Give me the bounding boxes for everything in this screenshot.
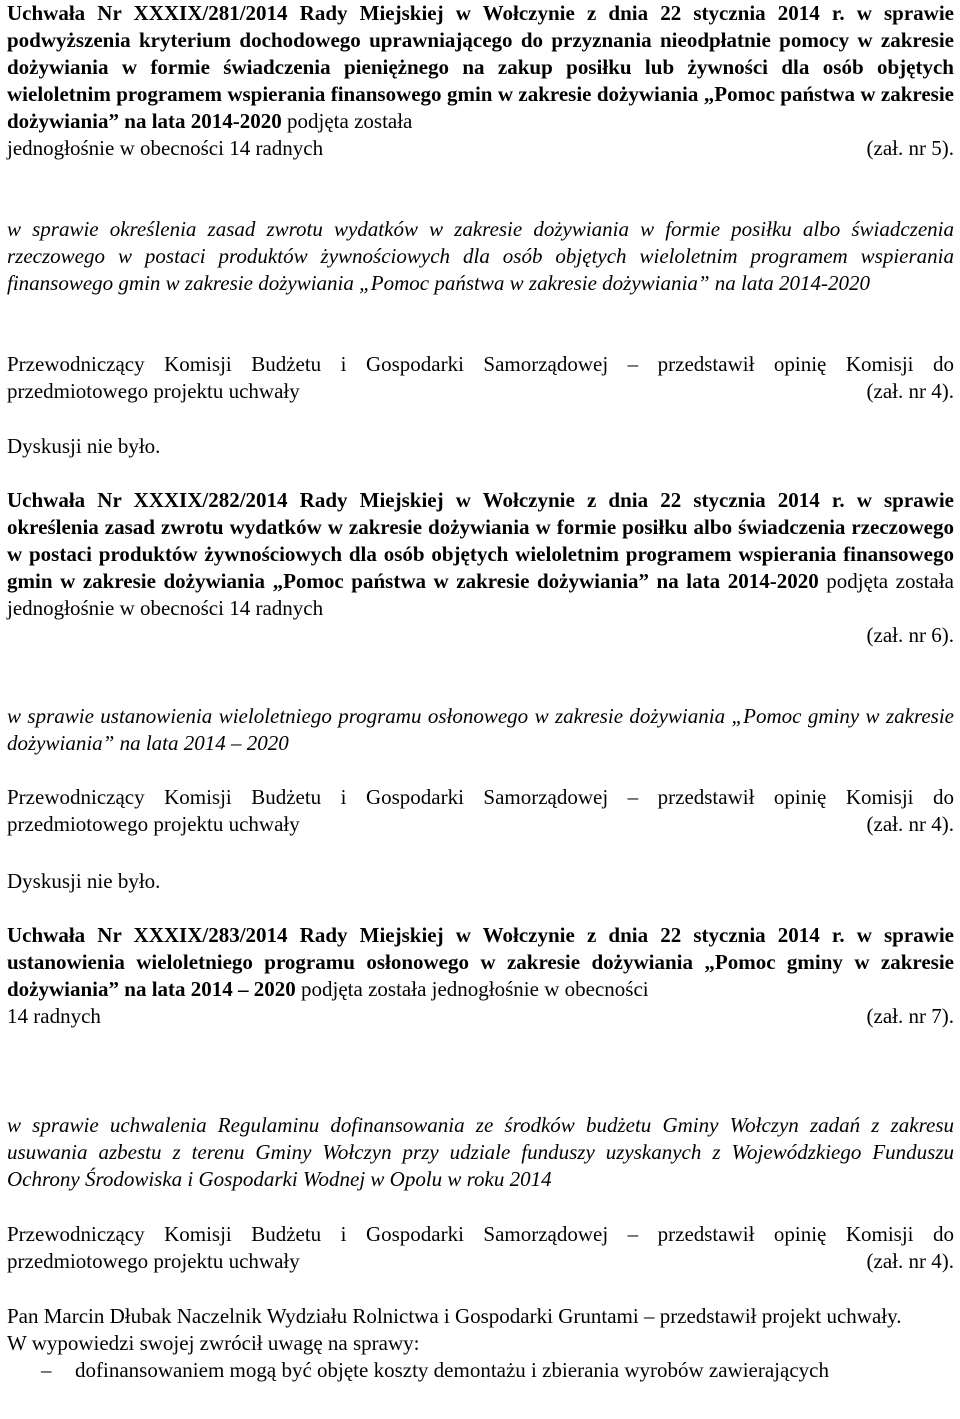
list-item [7, 1357, 954, 1384]
opinion-283 [7, 784, 954, 838]
opinion-283-ref-line [7, 811, 954, 838]
opinion-284 [7, 1221, 954, 1275]
opinion-282 [7, 351, 954, 405]
resolution-282-ref-line [7, 622, 954, 649]
subject-283 [7, 703, 954, 757]
resolution-283-lead: Uchwała Nr XXXIX/283/2014 Rady Miejskiej w Wołczynie z dnia 22 stycznia 2014 r. w sprawie ustanowienia wieloletniego programu osłonowego w zakresie dożywiania „Pomoc gminy w zakresie dożywiania” na lata 2014 – 2020 [7, 923, 954, 1001]
subject-282-title: w sprawie określenia zasad zwrotu wydatków w zakresie dożywiania w formie posiłku albo świadczenia rzeczowego w postaci produktów żywnościowych dla osób objętych wieloletnim programem wspierania finansowego gmin w zakresie dożywiania „Pomoc państwa w zakresie dożywiania” na lata 2014-2020 [7, 217, 954, 295]
resolution-281 [7, 0, 954, 162]
resolution-282-text [7, 487, 954, 622]
resolution-283-text [7, 922, 954, 1003]
opinion-284-text: Przewodniczący Komisji Budżetu i Gospodarki Samorządowej – przedstawił opinię Komisji do [7, 1222, 954, 1246]
dash-bullet-icon: – [41, 1358, 52, 1382]
discussion-282 [7, 433, 954, 460]
resolution-281-lead: Uchwała Nr XXXIX/281/2014 Rady Miejskiej w Wołczynie z dnia 22 stycznia 2014 r. w sprawie podwyższenia kryterium dochodowego uprawniającego do przyznania nieodpłatnie pomocy w zakresie dożywiania w formie świadczenia pieniężnego na zakup posiłku lub żywności dla osób objętych wieloletnim programem wspierania finansowego gmin w zakresie dożywiania „Pomoc państwa w zakresie dożywiania” na lata 2014-2020 [7, 1, 954, 133]
presenter-284-text: Pan Marcin Dłubak Naczelnik Wydziału Rolnictwa i Gospodarki Gruntami – przedstawił projekt uchwały. [7, 1304, 902, 1328]
opinion-282-text: Przewodniczący Komisji Budżetu i Gospodarki Samorządowej – przedstawił opinię Komisji do [7, 352, 954, 376]
remarks-list [7, 1357, 954, 1384]
list-item-text: dofinansowaniem mogą być objęte koszty demontażu i zbierania wyrobów zawierających [75, 1358, 829, 1382]
resolution-282-tail: podjęta została jednogłośnie w obecności 14 radnych [7, 569, 954, 620]
discussion-283 [7, 868, 954, 895]
opinion-284-attachment: (zał. nr 4). [866, 1249, 954, 1273]
opinion-282-ref-line [7, 378, 954, 405]
resolution-283-attachment: (zał. nr 7). [866, 1004, 954, 1028]
subject-284-title: w sprawie uchwalenia Regulaminu dofinansowania ze środków budżetu Gminy Wołczyn zadań z zakresu usuwania azbestu z terenu Gminy Wołczyn przy udziale funduszy uzyskanych z Wojewódzkiego Funduszu Ochrony Środowiska i Gospodarki Wodnej w Opolu w roku 2014 [7, 1113, 954, 1191]
opinion-284-last: przedmiotowego projektu uchwały [7, 1249, 300, 1273]
resolution-283-tail: podjęta została jednogłośnie w obecności [295, 977, 649, 1001]
remarks-intro: W wypowiedzi swojej zwrócił uwagę na sprawy: [7, 1331, 420, 1355]
opinion-283-attachment: (zał. nr 4). [866, 812, 954, 836]
resolution-281-vote: jednogłośnie w obecności 14 radnych [7, 136, 324, 160]
resolution-281-tail: podjęta została [281, 109, 413, 133]
resolution-281-ref-line [7, 135, 954, 162]
opinion-283-last: przedmiotowego projektu uchwały [7, 812, 300, 836]
resolution-282-attachment: (zał. nr 6). [866, 623, 954, 647]
resolution-283-ref-line [7, 1003, 954, 1030]
subject-282 [7, 216, 954, 297]
resolution-282 [7, 487, 954, 649]
opinion-284-ref-line [7, 1248, 954, 1275]
discussion-283-text: Dyskusji nie było. [7, 869, 161, 893]
resolution-283 [7, 922, 954, 1030]
resolution-283-vote: 14 radnych [7, 1004, 101, 1028]
subject-284 [7, 1112, 954, 1193]
resolution-281-text [7, 0, 954, 135]
resolution-281-attachment: (zał. nr 5). [866, 136, 954, 160]
opinion-282-last: przedmiotowego projektu uchwały [7, 379, 300, 403]
subject-283-title: w sprawie ustanowienia wieloletniego programu osłonowego w zakresie dożywiania „Pomoc gminy w zakresie dożywiania” na lata 2014 – 2020 [7, 704, 954, 755]
presenter-284 [7, 1303, 954, 1384]
opinion-282-attachment: (zał. nr 4). [866, 379, 954, 403]
discussion-282-text: Dyskusji nie było. [7, 434, 161, 458]
resolution-282-lead: Uchwała Nr XXXIX/282/2014 Rady Miejskiej w Wołczynie z dnia 22 stycznia 2014 r. w sprawie określenia zasad zwrotu wydatków w zakresie dożywiania w formie posiłku albo świadczenia rzeczowego w postaci produktów żywnościowych dla osób objętych wieloletnim programem wspierania finansowego gmin w zakresie dożywiania „Pomoc państwa w zakresie dożywiania” na lata 2014-2020 [7, 488, 954, 593]
opinion-283-text: Przewodniczący Komisji Budżetu i Gospodarki Samorządowej – przedstawił opinię Komisji do [7, 785, 954, 809]
